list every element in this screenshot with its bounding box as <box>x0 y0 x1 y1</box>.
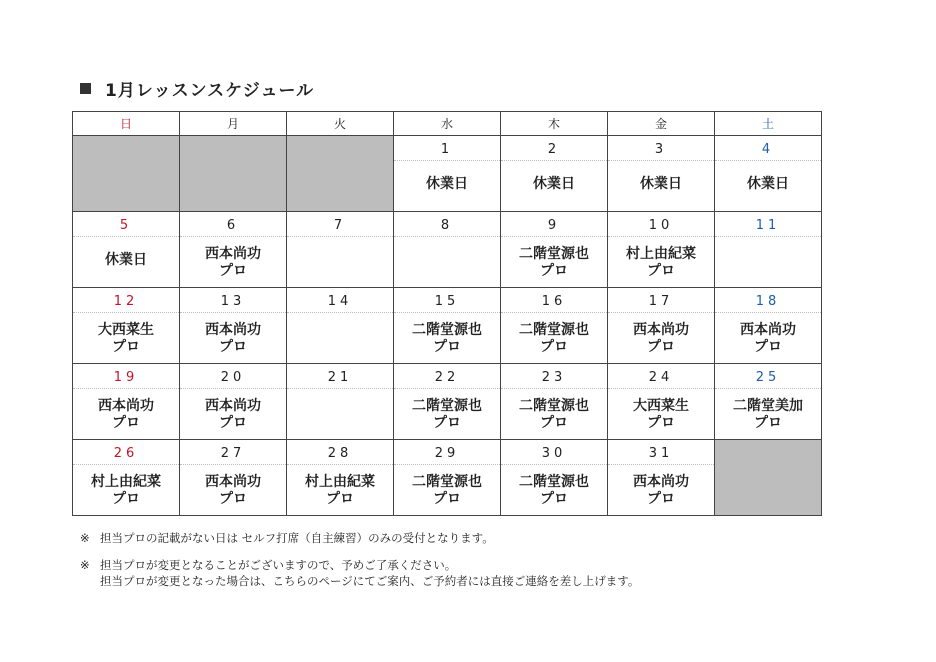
cell-divider <box>394 464 500 465</box>
day-cell-content <box>394 136 500 211</box>
day-cell <box>501 136 608 212</box>
day-cell-content <box>180 364 286 439</box>
week-row <box>73 136 822 212</box>
day-cell-content <box>180 212 286 287</box>
instructor-label: 二階堂源也 プロ <box>519 322 589 355</box>
weekday-thursday: 木 <box>501 112 608 136</box>
day-number: 26 <box>113 446 139 461</box>
day-cell-content <box>715 288 821 363</box>
day-cell-content <box>608 212 714 287</box>
day-number: 22 <box>434 370 460 385</box>
day-number: 28 <box>327 446 353 461</box>
day-cell-content <box>501 288 607 363</box>
page-title-text: 1月レッスンスケジュール <box>105 81 315 101</box>
instructor-label: 休業日 <box>105 252 147 268</box>
cell-divider <box>287 464 393 465</box>
day-number: 11 <box>755 218 781 233</box>
day-cell <box>608 212 715 288</box>
cell-divider <box>501 312 607 313</box>
day-cell <box>394 440 501 516</box>
day-cell <box>715 288 822 364</box>
instructor-label: 休業日 <box>747 176 789 192</box>
day-cell <box>180 364 287 440</box>
cell-divider <box>180 388 286 389</box>
day-cell-content <box>394 440 500 515</box>
note-self-practice <box>80 530 494 546</box>
day-cell <box>394 288 501 364</box>
day-number: 27 <box>220 446 246 461</box>
day-cell <box>394 212 501 288</box>
week-row <box>73 288 822 364</box>
day-cell <box>180 212 287 288</box>
day-number: 24 <box>648 370 674 385</box>
instructor-label: 大西菜生 プロ <box>98 322 154 355</box>
weekday-sunday: 日 <box>73 112 180 136</box>
cell-divider <box>73 236 179 237</box>
instructor-label: 休業日 <box>640 176 682 192</box>
cell-divider <box>715 160 821 161</box>
day-number: 4 <box>761 142 775 157</box>
week-row <box>73 440 822 516</box>
day-number: 8 <box>440 218 454 233</box>
instructor-label: 西本尚功 プロ <box>740 322 796 355</box>
day-cell <box>73 288 180 364</box>
day-number: 13 <box>220 294 246 309</box>
week-row <box>73 212 822 288</box>
note-mark: ※ <box>80 531 90 545</box>
day-cell-content <box>287 212 393 287</box>
cell-divider <box>394 388 500 389</box>
instructor-label: 西本尚功 プロ <box>633 474 689 507</box>
blank-day-cell <box>715 440 822 516</box>
day-number: 9 <box>547 218 561 233</box>
day-number: 18 <box>755 294 781 309</box>
day-cell-content <box>394 364 500 439</box>
instructor-label: 二階堂源也 プロ <box>412 322 482 355</box>
day-cell <box>608 288 715 364</box>
blank-day-cell <box>287 136 394 212</box>
day-number: 21 <box>327 370 353 385</box>
day-cell-content <box>501 440 607 515</box>
day-cell <box>715 136 822 212</box>
instructor-label: 二階堂源也 プロ <box>412 474 482 507</box>
day-cell-content <box>180 440 286 515</box>
cell-divider <box>501 160 607 161</box>
weekday-friday: 金 <box>608 112 715 136</box>
cell-divider <box>715 388 821 389</box>
cell-divider <box>608 388 714 389</box>
instructor-label: 二階堂源也 プロ <box>519 246 589 279</box>
day-cell <box>180 288 287 364</box>
instructor-label: 二階堂源也 プロ <box>519 474 589 507</box>
day-number: 17 <box>648 294 674 309</box>
cell-divider <box>501 464 607 465</box>
day-cell-content <box>287 440 393 515</box>
day-number: 5 <box>119 218 133 233</box>
page-title <box>80 76 314 101</box>
cell-divider <box>501 236 607 237</box>
week-row <box>73 364 822 440</box>
day-number: 14 <box>327 294 353 309</box>
blank-day-cell <box>73 136 180 212</box>
note-mark: ※ <box>80 558 90 572</box>
instructor-label: 村上由紀菜 プロ <box>305 474 375 507</box>
instructor-label: 休業日 <box>426 176 468 192</box>
note-text: 担当プロが変更となった場合は、こちらのページにてご案内、ご予約者には直接ご連絡を差し上げます。 <box>100 574 640 588</box>
instructor-label: 西本尚功 プロ <box>205 322 261 355</box>
instructor-label: 二階堂源也 プロ <box>412 398 482 431</box>
cell-divider <box>394 160 500 161</box>
instructor-label: 二階堂源也 プロ <box>519 398 589 431</box>
day-cell <box>73 364 180 440</box>
weekday-header-row <box>73 112 822 136</box>
day-cell-content <box>501 364 607 439</box>
day-number: 20 <box>220 370 246 385</box>
instructor-label: 大西菜生 プロ <box>633 398 689 431</box>
cell-divider <box>394 236 500 237</box>
day-number: 30 <box>541 446 567 461</box>
day-cell <box>73 440 180 516</box>
day-number: 31 <box>648 446 674 461</box>
cell-divider <box>608 236 714 237</box>
day-cell-content <box>501 136 607 211</box>
day-number: 6 <box>226 218 240 233</box>
day-number: 15 <box>434 294 460 309</box>
day-cell <box>287 212 394 288</box>
day-cell-content <box>608 136 714 211</box>
day-cell <box>287 440 394 516</box>
weekday-tuesday: 火 <box>287 112 394 136</box>
cell-divider <box>715 312 821 313</box>
day-cell <box>180 440 287 516</box>
day-cell <box>608 440 715 516</box>
day-number: 3 <box>654 142 668 157</box>
day-number: 25 <box>755 370 781 385</box>
day-cell <box>501 288 608 364</box>
day-number: 29 <box>434 446 460 461</box>
day-number: 16 <box>541 294 567 309</box>
cell-divider <box>608 312 714 313</box>
weekday-wednesday: 水 <box>394 112 501 136</box>
cell-divider <box>287 388 393 389</box>
day-cell <box>608 136 715 212</box>
day-cell-content <box>608 364 714 439</box>
lesson-calendar <box>72 111 822 516</box>
cell-divider <box>73 388 179 389</box>
day-cell-content <box>394 288 500 363</box>
day-cell <box>608 364 715 440</box>
instructor-label: 西本尚功 プロ <box>205 474 261 507</box>
cell-divider <box>180 464 286 465</box>
cell-divider <box>608 464 714 465</box>
note-text: 担当プロが変更となることがございますので、予めご了承ください。 <box>100 558 457 572</box>
weekday-saturday: 土 <box>715 112 822 136</box>
day-number: 2 <box>547 142 561 157</box>
cell-divider <box>394 312 500 313</box>
day-cell-content <box>287 288 393 363</box>
instructor-label: 西本尚功 プロ <box>633 322 689 355</box>
day-cell-content <box>73 288 179 363</box>
cell-divider <box>287 312 393 313</box>
note-text: 担当プロの記載がない日は セルフ打席（自主練習）のみの受付となります。 <box>100 531 494 545</box>
cell-divider <box>180 312 286 313</box>
day-number: 7 <box>333 218 347 233</box>
day-cell-content <box>394 212 500 287</box>
day-number: 1 <box>440 142 454 157</box>
day-cell-content <box>501 212 607 287</box>
day-cell <box>715 212 822 288</box>
day-number: 10 <box>648 218 674 233</box>
day-cell-content <box>715 212 821 287</box>
instructor-label: 二階堂美加 プロ <box>733 398 803 431</box>
square-bullet-icon <box>80 83 91 94</box>
day-cell-content <box>180 288 286 363</box>
day-cell <box>287 364 394 440</box>
instructor-label: 西本尚功 プロ <box>205 246 261 279</box>
instructor-label: 村上由紀菜 プロ <box>626 246 696 279</box>
day-cell <box>501 440 608 516</box>
cell-divider <box>180 236 286 237</box>
day-cell <box>501 364 608 440</box>
day-cell <box>394 136 501 212</box>
cell-divider <box>501 388 607 389</box>
cell-divider <box>608 160 714 161</box>
instructor-label: 村上由紀菜 プロ <box>91 474 161 507</box>
day-cell <box>715 364 822 440</box>
day-number: 12 <box>113 294 139 309</box>
instructor-label: 西本尚功 プロ <box>205 398 261 431</box>
day-number: 23 <box>541 370 567 385</box>
cell-divider <box>715 236 821 237</box>
day-cell-content <box>73 364 179 439</box>
weekday-monday: 月 <box>180 112 287 136</box>
day-cell <box>287 288 394 364</box>
instructor-label: 西本尚功 プロ <box>98 398 154 431</box>
day-cell <box>394 364 501 440</box>
note-instructor-change <box>80 557 639 589</box>
instructor-label: 休業日 <box>533 176 575 192</box>
cell-divider <box>73 464 179 465</box>
day-cell-content <box>73 212 179 287</box>
day-cell-content <box>608 440 714 515</box>
day-cell-content <box>287 364 393 439</box>
day-cell-content <box>608 288 714 363</box>
day-cell-content <box>715 136 821 211</box>
day-cell <box>73 212 180 288</box>
day-cell-content <box>73 440 179 515</box>
day-cell-content <box>715 364 821 439</box>
cell-divider <box>287 236 393 237</box>
day-number: 19 <box>113 370 139 385</box>
cell-divider <box>73 312 179 313</box>
day-cell <box>501 212 608 288</box>
blank-day-cell <box>180 136 287 212</box>
